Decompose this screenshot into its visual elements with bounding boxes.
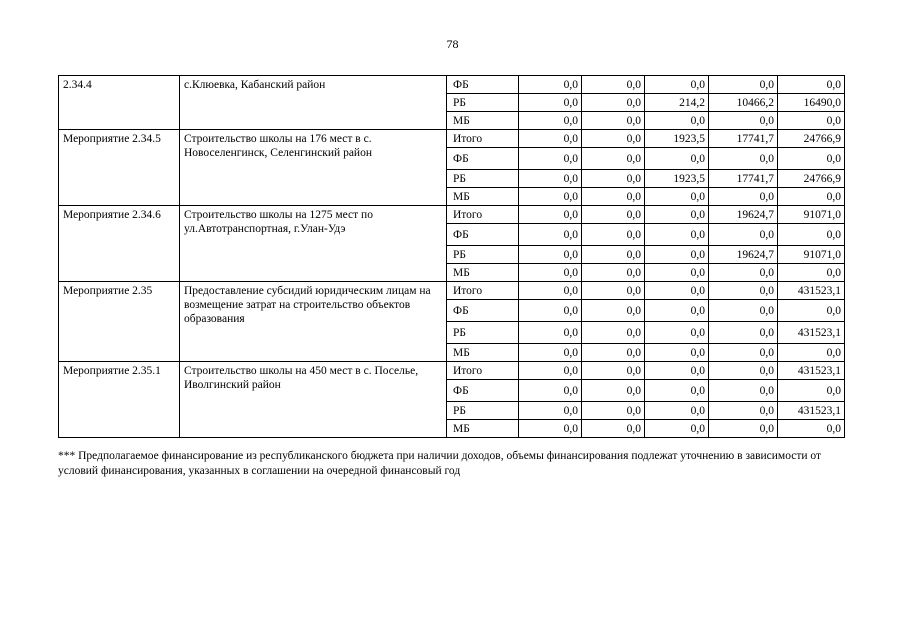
amount-cell: 0,0	[519, 420, 582, 438]
amount-cell: 0,0	[582, 206, 645, 224]
amount-cell: 0,0	[582, 322, 645, 344]
amount-cell: 24766,9	[778, 130, 845, 148]
amount-cell: 0,0	[645, 264, 709, 282]
amount-cell: 0,0	[709, 76, 778, 94]
amount-cell: 0,0	[582, 130, 645, 148]
amount-cell: 0,0	[519, 224, 582, 246]
amount-cell: 431523,1	[778, 322, 845, 344]
amount-cell: 0,0	[582, 148, 645, 170]
table-row	[59, 282, 845, 300]
amount-cell: 16490,0	[778, 94, 845, 112]
funding-source: РБ	[447, 94, 519, 112]
amount-cell: 0,0	[778, 420, 845, 438]
amount-cell: 0,0	[582, 300, 645, 322]
amount-cell: 0,0	[582, 362, 645, 380]
amount-cell: 0,0	[519, 206, 582, 224]
funding-source: ФБ	[447, 300, 519, 322]
amount-cell: 0,0	[645, 402, 709, 420]
page-number: 78	[446, 37, 459, 51]
activity-code: Мероприятие 2.34.6	[59, 206, 180, 282]
amount-cell: 0,0	[519, 344, 582, 362]
amount-cell: 0,0	[582, 224, 645, 246]
table-row	[59, 76, 845, 94]
amount-cell: 0,0	[582, 420, 645, 438]
amount-cell: 0,0	[582, 264, 645, 282]
funding-source: МБ	[447, 188, 519, 206]
amount-cell: 0,0	[519, 112, 582, 130]
amount-cell: 0,0	[709, 148, 778, 170]
amount-cell: 0,0	[519, 322, 582, 344]
amount-cell: 0,0	[778, 380, 845, 402]
table-row	[59, 206, 845, 224]
amount-cell: 0,0	[645, 188, 709, 206]
amount-cell: 0,0	[645, 224, 709, 246]
amount-cell: 0,0	[709, 300, 778, 322]
amount-cell: 0,0	[519, 300, 582, 322]
amount-cell: 0,0	[778, 224, 845, 246]
amount-cell: 0,0	[778, 344, 845, 362]
amount-cell: 0,0	[645, 420, 709, 438]
amount-cell: 0,0	[778, 112, 845, 130]
activity-name: Предоставление субсидий юридическим лицам на возмещение затрат на строительство объектов образования	[180, 282, 447, 362]
amount-cell: 0,0	[519, 282, 582, 300]
funding-source: МБ	[447, 264, 519, 282]
funding-source: РБ	[447, 322, 519, 344]
table-row	[59, 362, 845, 380]
funding-source: Итого	[447, 206, 519, 224]
table-body	[59, 76, 845, 438]
funding-source: ФБ	[447, 224, 519, 246]
amount-cell: 0,0	[582, 76, 645, 94]
activity-code: Мероприятие 2.35	[59, 282, 180, 362]
funding-source: МБ	[447, 420, 519, 438]
amount-cell: 0,0	[709, 322, 778, 344]
amount-cell: 0,0	[519, 402, 582, 420]
amount-cell: 91071,0	[778, 246, 845, 264]
funding-source: РБ	[447, 170, 519, 188]
amount-cell: 0,0	[778, 300, 845, 322]
funding-source: Итого	[447, 362, 519, 380]
amount-cell: 214,2	[645, 94, 709, 112]
amount-cell: 0,0	[645, 322, 709, 344]
funding-table	[58, 75, 845, 438]
amount-cell: 0,0	[519, 148, 582, 170]
amount-cell: 19624,7	[709, 206, 778, 224]
amount-cell: 0,0	[645, 282, 709, 300]
amount-cell: 0,0	[582, 344, 645, 362]
amount-cell: 0,0	[645, 380, 709, 402]
amount-cell: 0,0	[645, 362, 709, 380]
footnote: *** Предполагаемое финансирование из республиканского бюджета при наличии доходов, объемы финансирования подлежат уточнению в зависимости от условий финансирования, указанных в соглашении на очередной финансовый год	[58, 450, 822, 477]
amount-cell: 431523,1	[778, 362, 845, 380]
amount-cell: 431523,1	[778, 402, 845, 420]
amount-cell: 431523,1	[778, 282, 845, 300]
funding-source: МБ	[447, 112, 519, 130]
funding-source: ФБ	[447, 148, 519, 170]
funding-source: Итого	[447, 282, 519, 300]
funding-source: ФБ	[447, 76, 519, 94]
amount-cell: 0,0	[582, 188, 645, 206]
activity-code: Мероприятие 2.35.1	[59, 362, 180, 438]
amount-cell: 0,0	[519, 188, 582, 206]
amount-cell: 0,0	[519, 246, 582, 264]
amount-cell: 0,0	[709, 282, 778, 300]
amount-cell: 17741,7	[709, 170, 778, 188]
funding-source: Итого	[447, 130, 519, 148]
amount-cell: 0,0	[582, 170, 645, 188]
funding-source: МБ	[447, 344, 519, 362]
amount-cell: 0,0	[709, 380, 778, 402]
amount-cell: 0,0	[582, 246, 645, 264]
amount-cell: 0,0	[709, 188, 778, 206]
amount-cell: 0,0	[645, 148, 709, 170]
amount-cell: 1923,5	[645, 130, 709, 148]
amount-cell: 0,0	[645, 76, 709, 94]
amount-cell: 0,0	[709, 224, 778, 246]
funding-source: РБ	[447, 246, 519, 264]
amount-cell: 24766,9	[778, 170, 845, 188]
amount-cell: 0,0	[582, 112, 645, 130]
table-row	[59, 130, 845, 148]
amount-cell: 0,0	[519, 130, 582, 148]
amount-cell: 0,0	[519, 170, 582, 188]
amount-cell: 0,0	[519, 94, 582, 112]
funding-source: РБ	[447, 402, 519, 420]
amount-cell: 0,0	[709, 402, 778, 420]
amount-cell: 0,0	[645, 246, 709, 264]
amount-cell: 0,0	[645, 300, 709, 322]
activity-name: Строительство школы на 450 мест в с. Поселье, Иволгинский район	[180, 362, 447, 438]
activity-name: Строительство школы на 1275 мест по ул.Автотранспортная, г.Улан-Удэ	[180, 206, 447, 282]
amount-cell: 0,0	[709, 420, 778, 438]
amount-cell: 1923,5	[645, 170, 709, 188]
amount-cell: 0,0	[519, 76, 582, 94]
amount-cell: 0,0	[709, 264, 778, 282]
amount-cell: 0,0	[582, 380, 645, 402]
amount-cell: 0,0	[778, 264, 845, 282]
amount-cell: 0,0	[645, 206, 709, 224]
amount-cell: 0,0	[582, 94, 645, 112]
amount-cell: 0,0	[582, 282, 645, 300]
amount-cell: 10466,2	[709, 94, 778, 112]
activity-code: Мероприятие 2.34.5	[59, 130, 180, 206]
amount-cell: 0,0	[709, 344, 778, 362]
amount-cell: 0,0	[519, 380, 582, 402]
activity-name: с.Клюевка, Кабанский район	[180, 76, 447, 130]
amount-cell: 0,0	[709, 112, 778, 130]
amount-cell: 0,0	[519, 362, 582, 380]
amount-cell: 0,0	[778, 148, 845, 170]
amount-cell: 19624,7	[709, 246, 778, 264]
amount-cell: 17741,7	[709, 130, 778, 148]
amount-cell: 91071,0	[778, 206, 845, 224]
funding-source: ФБ	[447, 380, 519, 402]
amount-cell: 0,0	[709, 362, 778, 380]
amount-cell: 0,0	[778, 188, 845, 206]
activity-code: 2.34.4	[59, 76, 180, 130]
amount-cell: 0,0	[645, 112, 709, 130]
amount-cell: 0,0	[645, 344, 709, 362]
amount-cell: 0,0	[519, 264, 582, 282]
amount-cell: 0,0	[778, 76, 845, 94]
activity-name: Строительство школы на 176 мест в с. Новоселенгинск, Селенгинский район	[180, 130, 447, 206]
amount-cell: 0,0	[582, 402, 645, 420]
